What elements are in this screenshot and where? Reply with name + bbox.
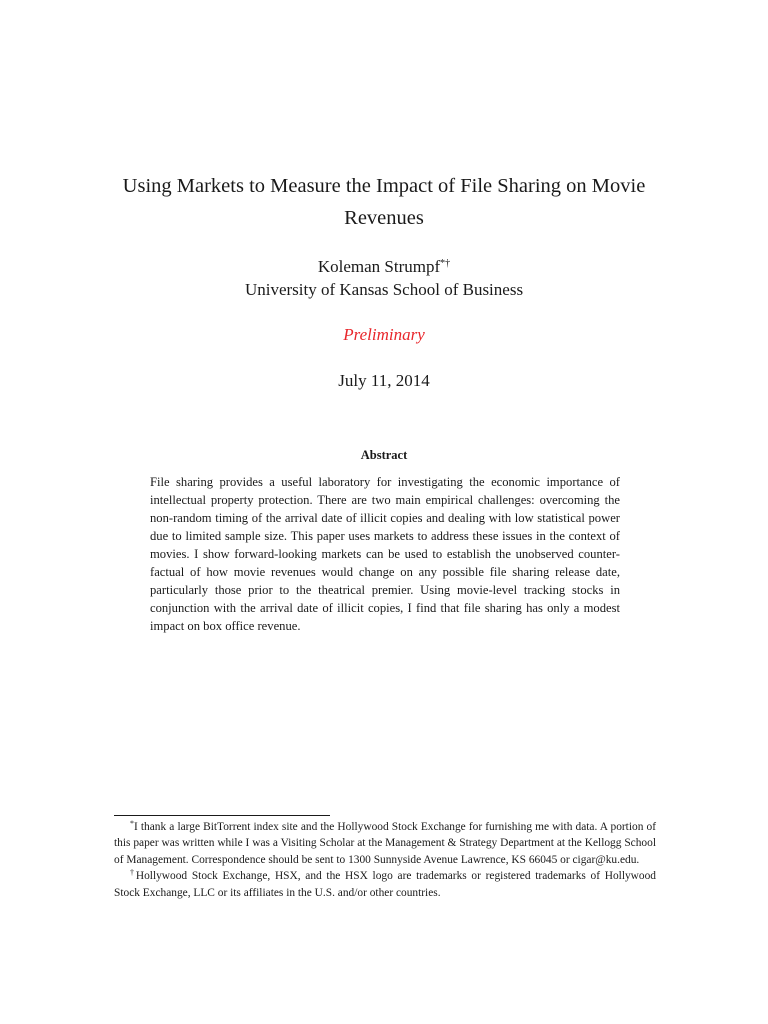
draft-status: Preliminary (343, 325, 425, 344)
footnote-text: Hollywood Stock Exchange, HSX, and the HSX logo are trademarks or registered trademarks of Hollywood Stock Exchange, LLC or its affiliates in the U.S. and/or other countries. (114, 870, 656, 899)
paper-title: Using Markets to Measure the Impact of File Sharing on Movie Revenues (122, 175, 646, 229)
abstract-text: File sharing provides a useful laboratory for investigating the economic importance of intellectual property protection. There are two main empirical challenges: overcoming the non-random timing of the arrival date of illicit copies and dealing with low statistical power due to limited sample size. This paper uses markets to address these issues in the context of movies. I show forward-looking markets can be used to establish the unobserved counter-factual of how movie revenues would change on any possible file sharing release date, particularly those prior to the theatrical premier. Using movie-level tracking stocks in conjunction with the arrival date of illicit copies, I find that file sharing has only a modest impact on box office revenue. (150, 475, 620, 633)
abstract-heading: Abstract (360, 448, 408, 462)
paper-date: July 11, 2014 (338, 371, 430, 390)
footnote-1 (114, 819, 656, 868)
footnote-2 (114, 868, 656, 901)
author-footnote-marks: *† (440, 258, 451, 269)
footnote-mark: * (130, 819, 134, 828)
author-affiliation: University of Kansas School of Business (244, 280, 524, 299)
footnote-text: I thank a large BitTorrent index site and the Hollywood Stock Exchange for furnishing me with data. A portion of this paper was written while I was a Visiting Scholar at the Management & Strategy Department at the Kellogg School of Management. Correspondence should be sent to 1300 Sunnyside Avenue Lawrence, KS 66045 or cigar@ku.edu. (114, 821, 656, 866)
author-line (100, 255, 668, 279)
footnote-rule (114, 815, 330, 816)
footnotes (114, 819, 656, 901)
footnote-mark: † (130, 868, 136, 878)
author-name: Koleman Strumpf (317, 257, 441, 276)
